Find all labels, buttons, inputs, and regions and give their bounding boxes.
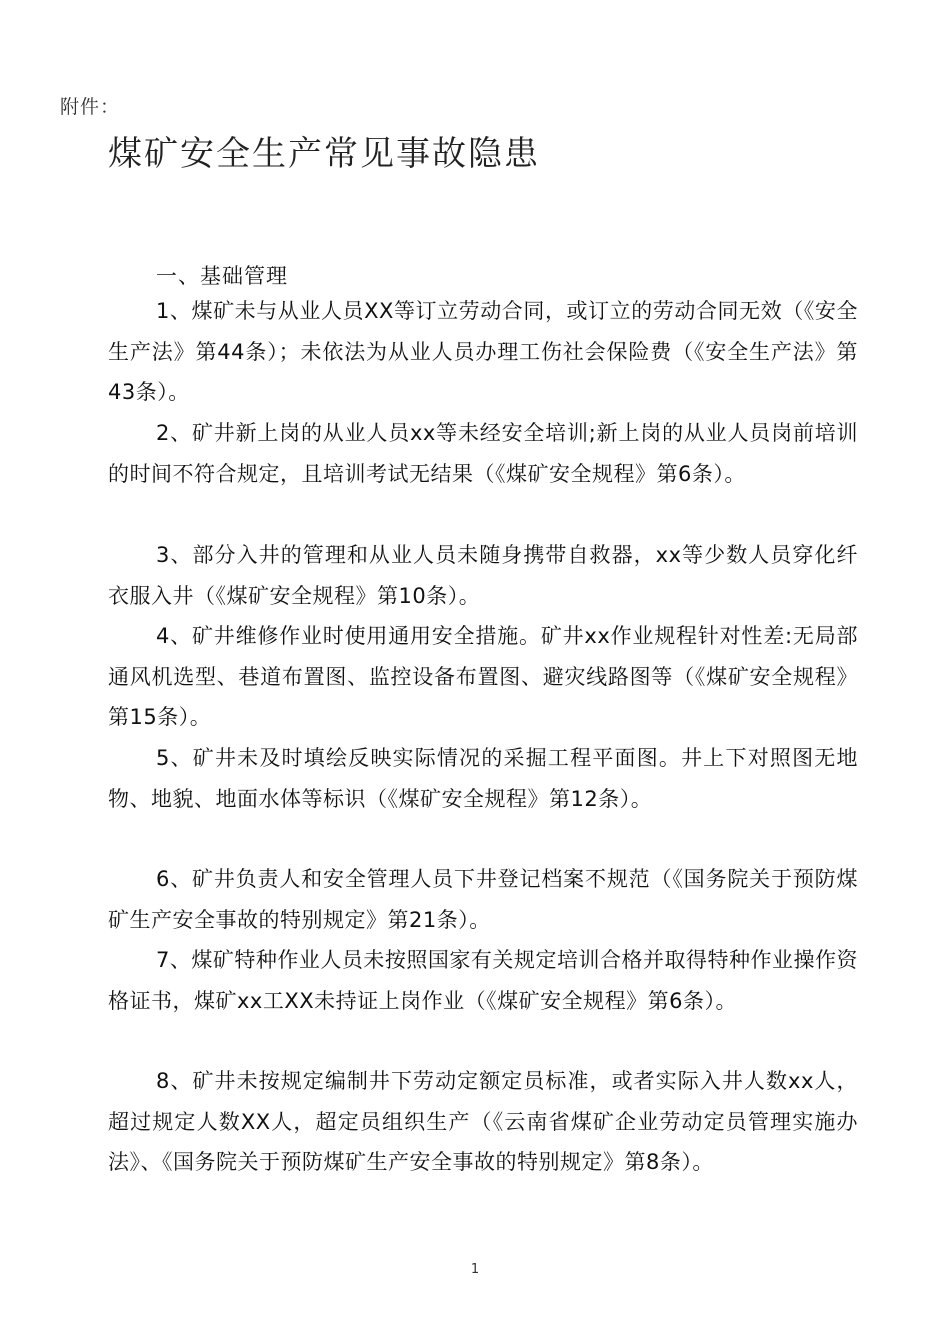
document-title: 煤矿安全生产常见事故隐患: [108, 134, 540, 174]
attachment-label: 附件：: [60, 96, 121, 118]
page-number: 1: [470, 1262, 480, 1277]
paragraph-item-6: 6、矿井负责人和安全管理人员下井登记档案不规范（《国务院关于预防煤矿生产安全事故的特别规定》第21条）。: [108, 867, 858, 932]
paragraph-item-4: 4、矿井维修作业时使用通用安全措施。矿井xx作业规程针对性差:无局部通风机选型、巷道布置图、监控设备布置图、避灾线路图等（《煤矿安全规程》第15条）。: [108, 624, 858, 729]
paragraph-item-5: 5、矿井未及时填绘反映实际情况的采掘工程平面图。井上下对照图无地物、地貌、地面水体等标识（《煤矿安全规程》第12条）。: [108, 746, 858, 811]
section-heading: 一、基础管理: [156, 264, 288, 288]
paragraph-item-1: 1、煤矿未与从业人员XX等订立劳动合同，或订立的劳动合同无效（《安全生产法》第44条）；未依法为从业人员办理工伤社会保险费（《安全生产法》第43条）。: [108, 299, 858, 404]
paragraph-item-7: 7、煤矿特种作业人员未按照国家有关规定培训合格并取得特种作业操作资格证书，煤矿xx工XX未持证上岗作业（《煤矿安全规程》第6条）。: [108, 948, 858, 1013]
paragraph-item-3: 3、部分入井的管理和从业人员未随身携带自救器，xx等少数人员穿化纤衣服入井（《煤矿安全规程》第10条）。: [108, 543, 858, 608]
paragraph-item-8: 8、矿井未按规定编制井下劳动定额定员标准，或者实际入井人数xx人，超过规定人数XX人，超定员组织生产（《云南省煤矿企业劳动定员管理实施办法》、《国务院关于预防煤矿生产安全事故的特别规定》第8条）。: [108, 1069, 858, 1174]
paragraph-item-2: 2、矿井新上岗的从业人员xx等未经安全培训;新上岗的从业人员岗前培训的时间不符合规定，且培训考试无结果（《煤矿安全规程》第6条）。: [108, 421, 858, 486]
